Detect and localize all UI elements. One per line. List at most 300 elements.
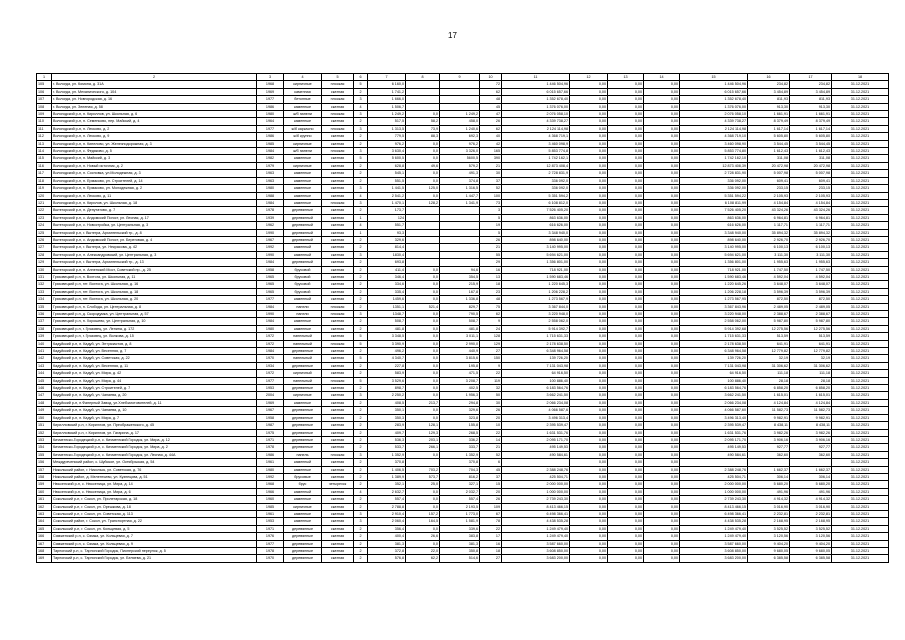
table-cell: 5 <box>480 214 502 221</box>
table-row <box>37 503 889 510</box>
table-cell: Вытегорский р-н, с. Андомский Погост, ул. Лесная, д. 17 <box>52 214 257 221</box>
table-cell <box>406 251 440 258</box>
table-cell: Кичменгско-Городецкий р-н, с. Кичменгский Городок, ул. Лесная, д. 44А <box>52 451 257 458</box>
table-cell: 2 <box>354 244 368 251</box>
table-cell: 3 <box>354 251 368 258</box>
table-cell: 4 914,32 <box>748 496 790 503</box>
table-cell: 2 178 638,50 <box>502 340 570 347</box>
table-cell: 811,93 <box>790 96 832 103</box>
table-cell: 0,00 <box>644 481 680 488</box>
table-cell: 495 149,53 <box>502 444 570 451</box>
table-cell: 78 <box>480 518 502 525</box>
table-cell: 31.12.2021 <box>832 125 889 132</box>
table-cell: 0,00 <box>608 192 644 199</box>
table-cell: 268,5 <box>440 429 480 436</box>
table-cell: 0,00 <box>608 518 644 525</box>
table-cell: 579,2 <box>440 162 480 169</box>
table-cell: 976,2 <box>368 140 406 147</box>
table-cell: 62,2 <box>406 555 440 562</box>
table-cell: 2 <box>354 414 368 421</box>
table-cell: 0,00 <box>644 281 680 288</box>
table-cell: 0,00 <box>608 81 644 88</box>
table-cell: 0,00 <box>570 555 608 562</box>
table-cell: 0,00 <box>570 510 608 517</box>
table-cell: 2 <box>354 362 368 369</box>
table-cell: 1 715 631,33 <box>680 333 748 340</box>
table-cell: Нюксенский р-н, с. Нюксеница, ул. Мира, д. 6 <box>52 488 257 495</box>
table-cell: 21 <box>480 444 502 451</box>
table-cell: 0,0 <box>406 266 440 273</box>
table-cell: 37 <box>480 177 502 184</box>
table-cell: 306,14 <box>748 473 790 480</box>
table-cell: 1 000 000,00 <box>680 488 748 495</box>
table-cell: 17 <box>480 533 502 540</box>
table-cell: 1985 <box>257 503 284 510</box>
table-cell: 3 <box>354 125 368 132</box>
table-cell: 0,00 <box>570 325 608 332</box>
table-cell: 6 108 812,0 <box>502 199 570 206</box>
table-cell: 4 914,32 <box>790 496 832 503</box>
table-cell: 1 447,7 <box>440 192 480 199</box>
table-cell: 157,2 <box>406 510 440 517</box>
table-cell: 166 <box>37 533 52 540</box>
table-cell: г. Вологда, ул. Механического, д. 104 <box>52 88 257 95</box>
table-cell: 1958 <box>257 414 284 421</box>
table-cell: каменный <box>284 244 322 251</box>
table-cell: 3 <box>354 148 368 155</box>
table-cell: 108 <box>37 103 52 110</box>
table-cell: 1 742 162,1 <box>502 155 570 162</box>
table-row <box>37 510 889 517</box>
table-cell: каменная <box>284 88 322 95</box>
table-cell: 31.12.2021 <box>832 496 889 503</box>
table-cell: 29 <box>480 259 502 266</box>
table-cell: 31.12.2021 <box>832 288 889 295</box>
table-row <box>37 451 889 458</box>
table-cell: 0,00 <box>570 88 608 95</box>
table-row <box>37 333 889 340</box>
table-cell: 6 964,81 <box>748 214 790 221</box>
table-row <box>37 466 889 473</box>
table-cell: 1958 <box>257 266 284 273</box>
table-row <box>37 355 889 362</box>
table-cell: 2 <box>354 207 368 214</box>
table-cell <box>406 229 440 236</box>
table-cell: 1982 <box>257 155 284 162</box>
table-cell: 12 779,82 <box>748 348 790 355</box>
table-cell: 164,5 <box>406 518 440 525</box>
table-cell: 2 <box>354 555 368 562</box>
table-cell: 167,8 <box>440 288 480 295</box>
table-cell: 576,8 <box>368 555 406 562</box>
table-cell: Грязовецкий р-н, г. Грязовец, ул. Волкова, д. 15 <box>52 333 257 340</box>
table-cell: скатная <box>322 214 354 221</box>
table-cell: 533,7 <box>368 444 406 451</box>
table-cell: 3 348 940,0 <box>502 229 570 236</box>
table-cell: скатная <box>322 518 354 525</box>
table-cell <box>406 81 440 88</box>
table-cell: скатная <box>322 88 354 95</box>
table-cell: 4 154,84 <box>790 199 832 206</box>
table-cell: 0,00 <box>608 525 644 532</box>
table-cell: Сямженский р-н, с. Сямжа, ул. Кольцевая, д. 7 <box>52 533 257 540</box>
table-cell: 1977 <box>257 377 284 384</box>
table-cell: 2 076 058,10 <box>680 111 748 118</box>
table-cell: 128 <box>37 251 52 258</box>
table-cell: 0,00 <box>570 318 608 325</box>
table-cell: 6 858,20 <box>748 385 790 392</box>
table-cell: каменные <box>284 185 322 192</box>
table-cell <box>440 88 480 95</box>
table-cell: 119 <box>480 377 502 384</box>
table-cell: 1 662,37 <box>748 466 790 473</box>
table-cell: 12 873 408,39 <box>680 162 748 169</box>
table-cell: 898 640,00 <box>680 236 748 243</box>
table-cell: 294,8 <box>440 399 480 406</box>
table-cell: 21 <box>480 162 502 169</box>
table-cell: 557,4 <box>440 496 480 503</box>
table-cell: 20 472,98 <box>748 162 790 169</box>
table-cell: 1 590 683,46 <box>680 273 748 280</box>
table-cell: 1985 <box>257 140 284 147</box>
table-cell: 49,6 <box>406 162 440 169</box>
table-cell: 130 <box>37 266 52 273</box>
table-cell: скатная <box>322 118 354 125</box>
table-cell: 0,00 <box>608 148 644 155</box>
table-cell: 1 581,9 <box>440 518 480 525</box>
table-cell: 609,41 <box>790 177 832 184</box>
table-cell: 411,4 <box>368 266 406 273</box>
table-cell: 350,1 <box>368 407 406 414</box>
table-cell: 31.12.2021 <box>832 555 889 562</box>
table-cell: 0,00 <box>644 548 680 555</box>
table-cell: 128,2 <box>406 199 440 206</box>
table-cell: 163 <box>37 510 52 517</box>
table-cell: 327,1 <box>440 481 480 488</box>
table-cell: 3 662 241,50 <box>502 392 570 399</box>
table-cell: 158 <box>37 473 52 480</box>
table-cell: 109 <box>480 503 502 510</box>
table-cell: 5 351 594,22 <box>680 192 748 199</box>
table-cell: 628,8 <box>368 162 406 169</box>
table-cell: 31.12.2021 <box>832 548 889 555</box>
table-cell: 110 <box>37 118 52 125</box>
table-cell: скатная <box>322 207 354 214</box>
table-cell: 0,00 <box>570 170 608 177</box>
table-cell <box>406 244 440 251</box>
table-cell: брус <box>284 481 322 488</box>
table-cell: 3 608 850,00 <box>502 548 570 555</box>
table-cell: 156 <box>37 459 52 466</box>
table-cell: 5 680,20 <box>790 481 832 488</box>
table-cell: 1 376 076,00 <box>502 103 570 110</box>
table-cell: 145 <box>37 377 52 384</box>
table-cell: 2 178 638,50 <box>680 340 748 347</box>
table-row <box>37 133 889 140</box>
table-cell: 0,00 <box>608 311 644 318</box>
table-cell: 1968 <box>257 81 284 88</box>
table-cell <box>440 214 480 221</box>
table-cell: 3 120,56 <box>748 533 790 540</box>
table-cell: 0,00 <box>644 496 680 503</box>
table-cell: ж/б панели <box>284 148 322 155</box>
table-cell: деревянные <box>284 429 322 436</box>
table-cell: 481,8 <box>368 325 406 332</box>
table-cell: 0,00 <box>608 548 644 555</box>
table-cell: скатная <box>322 259 354 266</box>
table-row <box>37 192 889 199</box>
table-row <box>37 444 889 451</box>
table-row <box>37 540 889 547</box>
table-cell: 147 <box>37 392 52 399</box>
table-cell: 3 906,16 <box>790 436 832 443</box>
table-cell: каменные <box>284 192 322 199</box>
table-cell: 1969 <box>257 88 284 95</box>
table-cell: Вытегорский р-н, п. Депутатово, д. 7 <box>52 207 257 214</box>
table-cell: 2 388,67 <box>748 311 790 318</box>
table-cell: скатная <box>322 281 354 288</box>
table-cell: 1 441,5 <box>368 185 406 192</box>
table-cell: 0,00 <box>570 355 608 362</box>
table-cell: 1964 <box>257 118 284 125</box>
table-cell: 0,00 <box>608 496 644 503</box>
table-cell: Кичменгско-Городецкий р-н, с. Кичменгский Городок, ул. Мира, д. 12 <box>52 436 257 443</box>
table-cell: 31.12.2021 <box>832 325 889 332</box>
table-cell: деревянные <box>284 407 322 414</box>
table-cell: 0,0 <box>406 177 440 184</box>
table-cell: 5 007,98 <box>790 170 832 177</box>
table-cell: 1 206 228,2 <box>502 288 570 295</box>
table-cell: скатная <box>322 222 354 229</box>
table-cell: брусовые <box>284 473 322 480</box>
table-cell: 0,0 <box>406 414 440 421</box>
table-row <box>37 436 889 443</box>
table-cell: 1978 <box>257 207 284 214</box>
table-cell: 0,00 <box>570 133 608 140</box>
table-row <box>37 496 889 503</box>
table-cell: 127 <box>37 244 52 251</box>
table-cell: 0,0 <box>406 311 440 318</box>
table-cell: 31 306,62 <box>748 362 790 369</box>
table-row <box>37 533 889 540</box>
table-cell: 0,00 <box>644 303 680 310</box>
table-cell: Никольский район, г. Никольск, ул. Советская, д. 76 <box>52 466 257 473</box>
table-cell: 4 592,04 <box>748 273 790 280</box>
table-cell: 354,5 <box>440 273 480 280</box>
table-cell: 40 <box>480 133 502 140</box>
table-cell: 31.12.2021 <box>832 244 889 251</box>
table-row <box>37 214 889 221</box>
table-cell: 1980 <box>257 325 284 332</box>
table-cell: 31.12.2021 <box>832 333 889 340</box>
table-cell: каменные <box>284 103 322 110</box>
table-cell: 1 715 631,33 <box>502 333 570 340</box>
table-cell: 3 016,90 <box>748 503 790 510</box>
table-cell: 1 356 801,00 <box>502 259 570 266</box>
table-cell: 0,00 <box>608 377 644 384</box>
table-cell: 0,0 <box>406 111 440 118</box>
table-cell: 2 728 831,9 <box>502 170 570 177</box>
table-cell: 816,2 <box>440 473 480 480</box>
table-cell: 1 612,43 <box>748 148 790 155</box>
table-cell: 5 <box>354 355 368 362</box>
table-cell: 2 <box>354 422 368 429</box>
table-cell: 0,00 <box>570 148 608 155</box>
table-cell: 2 168,95 <box>748 518 790 525</box>
table-cell: плоская <box>322 81 354 88</box>
table-cell: 31.12.2021 <box>832 436 889 443</box>
table-cell: 352,1 <box>368 481 406 488</box>
table-cell: 3 111,30 <box>790 251 832 258</box>
table-cell: 155 <box>37 451 52 458</box>
table-cell: 3 <box>354 518 368 525</box>
table-cell: 1 615,01 <box>748 392 790 399</box>
table-cell: кирпичные <box>284 162 322 169</box>
table-cell: 4 339 738,27 <box>502 118 570 125</box>
table-cell: 162 <box>37 503 52 510</box>
column-header: 4 <box>284 74 322 81</box>
table-row <box>37 370 889 377</box>
table-cell: 31.12.2021 <box>832 96 889 103</box>
table-cell: 0,00 <box>644 407 680 414</box>
table-cell: деревянные <box>284 385 322 392</box>
table-cell: 1 316,5 <box>440 185 480 192</box>
table-cell: 491,3 <box>440 170 480 177</box>
table-cell: Кадуйский р-н, п. Кадуй, ул. Мира, д. 7 <box>52 414 257 421</box>
table-cell: 0,00 <box>570 259 608 266</box>
table-cell: 1 249 479,40 <box>502 533 570 540</box>
table-row <box>37 459 889 466</box>
table-cell: 26 <box>480 407 502 414</box>
table-cell: 148 <box>37 399 52 406</box>
table-cell: 135 <box>37 303 52 310</box>
table-cell: 779,5 <box>368 133 406 140</box>
table-cell: 0,00 <box>644 207 680 214</box>
table-cell: 383,8 <box>440 533 480 540</box>
table-cell: 213,7 <box>406 399 440 406</box>
table-cell: 1968 <box>257 481 284 488</box>
table-cell <box>406 207 440 214</box>
table-cell: 31.12.2021 <box>832 199 889 206</box>
table-cell: 1988 <box>257 192 284 199</box>
table-cell: плоская <box>322 148 354 155</box>
table-cell: Кирилловский р-н, г. Кириллов, ул. Гагарина, д. 17 <box>52 429 257 436</box>
table-cell: 0,00 <box>570 103 608 110</box>
table-cell: 73 <box>480 199 502 206</box>
table-cell: 0,00 <box>644 273 680 280</box>
table-cell: Вологодский р-н, п. Лесково, д. 2 <box>52 125 257 132</box>
table-cell: 0,00 <box>608 555 644 562</box>
table-cell: 0,00 <box>644 288 680 295</box>
table-cell: 31.12.2021 <box>832 311 889 318</box>
table-cell: 4 438 535,28 <box>680 518 748 525</box>
table-cell: 0,00 <box>570 444 608 451</box>
table-cell: деревянные <box>284 444 322 451</box>
table-cell: 0,0 <box>406 140 440 147</box>
table-cell: ж/б крупно <box>284 133 322 140</box>
table-cell: 6 183 564,76 <box>680 385 748 392</box>
table-cell: 31.12.2021 <box>832 392 889 399</box>
table-cell: деревянные <box>284 540 322 547</box>
table-cell: 2 <box>354 496 368 503</box>
table-cell: 1 470,1 <box>368 199 406 206</box>
table-cell: скатная <box>322 533 354 540</box>
table-cell: четырехск <box>322 481 354 488</box>
table-cell: 0,00 <box>644 229 680 236</box>
table-cell: 491,96 <box>790 488 832 495</box>
table-cell: Вытегорский р-н, г. Вытегра, ул. Некрасова, д. 42 <box>52 244 257 251</box>
column-header: 13 <box>608 74 644 81</box>
table-cell: скатная <box>322 414 354 421</box>
table-cell: 1984 <box>257 148 284 155</box>
table-row <box>37 348 889 355</box>
table-cell: скатная <box>322 318 354 325</box>
table-cell: г. Вологда, ул. Комона, д. 31А <box>52 81 257 88</box>
table-cell: Грязовецкий р-н, п. Хорошево, ул. Центральная, д. 10 <box>52 318 257 325</box>
table-cell: каменный <box>284 459 322 466</box>
table-cell: Сокольский район, г. Сокол, ул. Транспортная, д. 22 <box>52 518 257 525</box>
table-cell: 0,00 <box>608 177 644 184</box>
table-cell: 3 390,9 <box>368 340 406 347</box>
table-cell: 0,00 <box>644 385 680 392</box>
table-cell: скатная <box>322 155 354 162</box>
table-cell: 362,60 <box>790 451 832 458</box>
table-cell: 0,00 <box>644 259 680 266</box>
table-cell: 409,7 <box>368 429 406 436</box>
table-cell: 927,77 <box>790 444 832 451</box>
table-cell: 1 955,63 <box>748 259 790 266</box>
table-cell: каменные <box>284 155 322 162</box>
table-cell: 234,82 <box>790 81 832 88</box>
table-cell: 0,00 <box>644 355 680 362</box>
table-cell: 1 773,0 <box>440 510 480 517</box>
table-cell: 1 376 076,00 <box>680 103 748 110</box>
table-cell: 5 914 392,7 <box>502 325 570 332</box>
table-cell: 4 124,84 <box>790 399 832 406</box>
table-cell: 31.12.2021 <box>832 207 889 214</box>
table-cell: 0,00 <box>608 222 644 229</box>
table-cell: 0,00 <box>608 429 644 436</box>
table-cell: 0,00 <box>570 214 608 221</box>
table-cell: 1972 <box>257 333 284 340</box>
table-cell: 1984 <box>257 348 284 355</box>
table-cell: деревянные <box>284 525 322 532</box>
table-cell: 0,00 <box>644 266 680 273</box>
table-cell: 641,91 <box>748 340 790 347</box>
table-cell: 19 <box>480 222 502 229</box>
table-row <box>37 170 889 177</box>
table-cell: 137 <box>37 318 52 325</box>
table-cell: 2 <box>354 236 368 243</box>
table-cell: 4 <box>354 103 368 110</box>
table-cell: 1 389,9 <box>368 473 406 480</box>
table-cell <box>790 459 832 466</box>
table-cell: скатная <box>322 325 354 332</box>
table-cell: 370,8 <box>440 459 480 466</box>
table-cell: деревянные <box>284 348 322 355</box>
table-cell: 0,00 <box>570 466 608 473</box>
table-cell: 0,00 <box>570 459 608 466</box>
table-cell: 62 <box>480 125 502 132</box>
table-cell: 3 348 940,00 <box>680 229 748 236</box>
table-cell: 814,4 <box>368 244 406 251</box>
table-cell: плоская <box>322 451 354 458</box>
table-cell: 0,00 <box>644 377 680 384</box>
table-cell: 20 <box>480 414 502 421</box>
table-cell: 508,7 <box>440 318 480 325</box>
table-cell: брусовой <box>284 273 322 280</box>
table-cell: 4 340,7 <box>368 355 406 362</box>
